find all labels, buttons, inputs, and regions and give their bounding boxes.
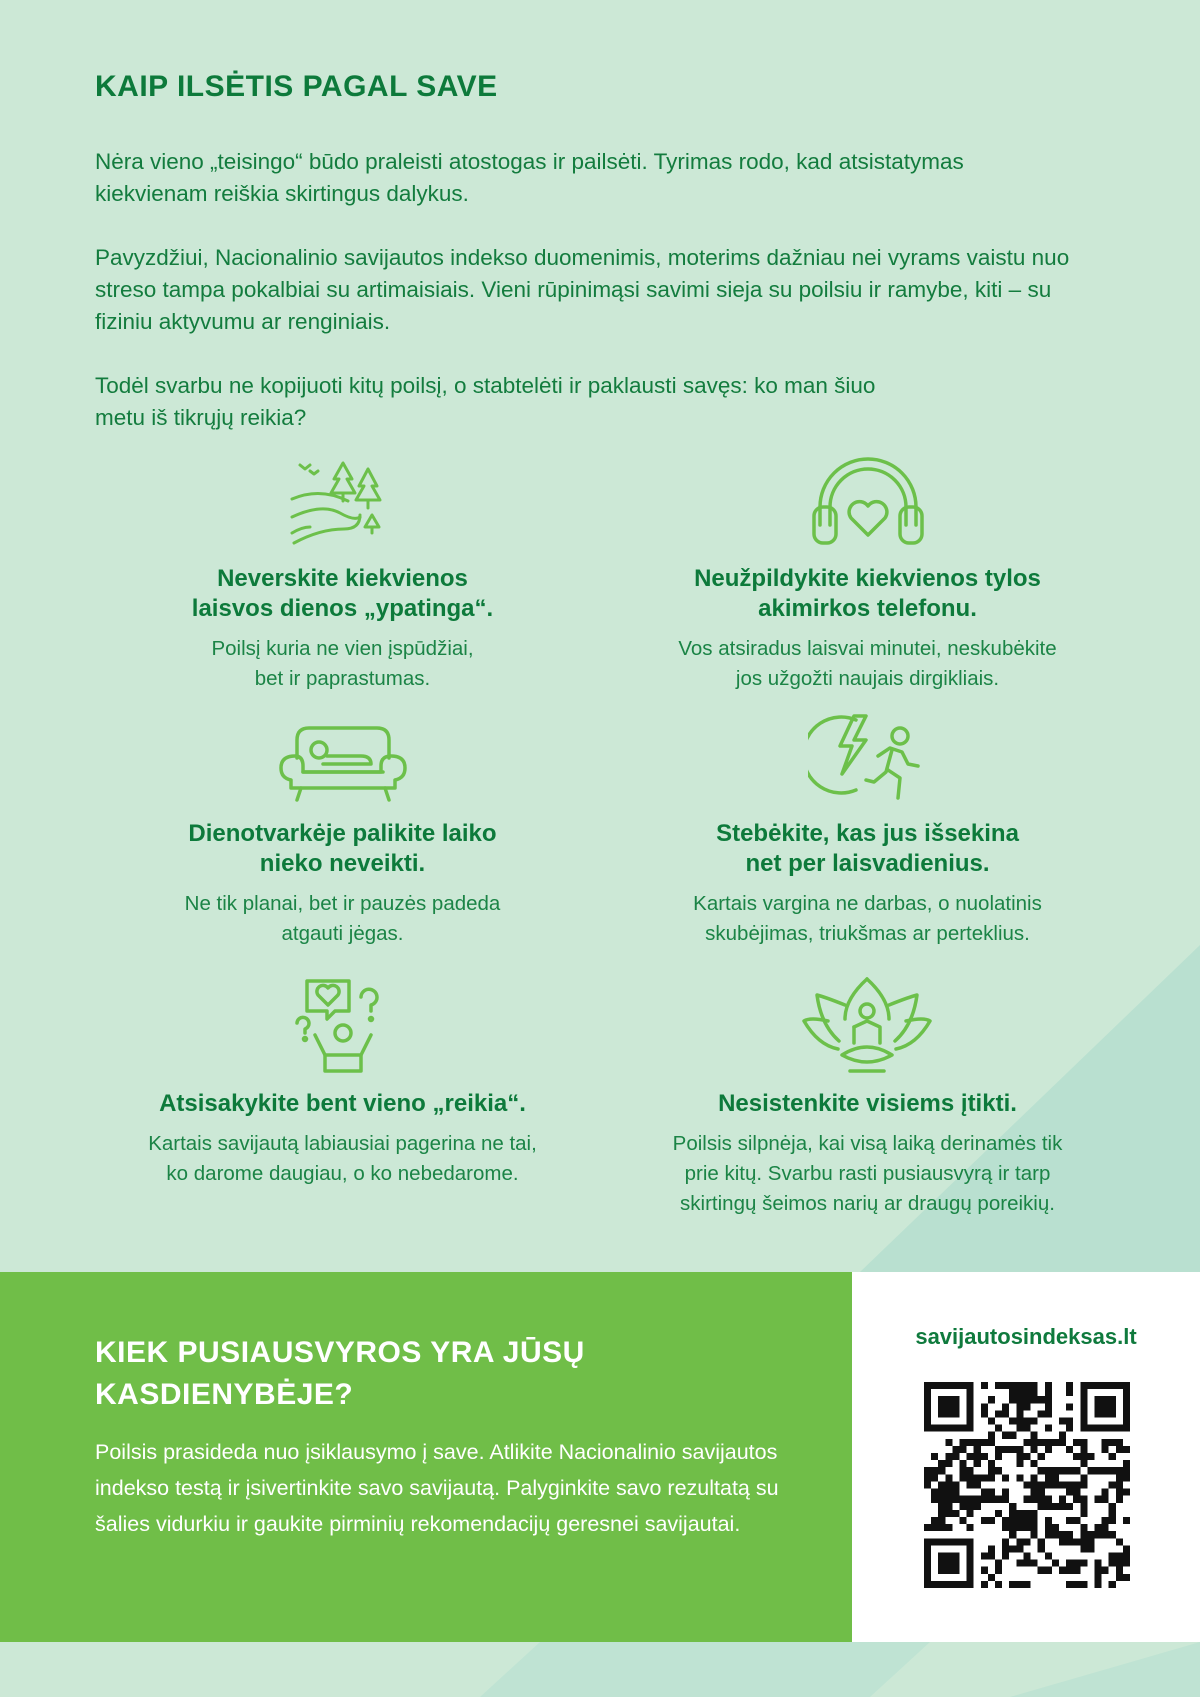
intro-paragraph-2: Pavyzdžiui, Nacionalinio savijautos indekso duomenimis, moterims dažniau nei vyrams vaistu nuo streso tampa pokalbiai su artimaisiais. Vieni rūpinimąsi savimi sieja su poilsiu ir ramybe, kiti – su fiziniu aktyvumu ar renginiais. [95, 245, 1070, 334]
tip-3-text: Ne tik planai, bet ir pauzės padeda atgauti jėgas. [184, 892, 501, 945]
qr-code-icon[interactable] [924, 1382, 1130, 1588]
tip-1 [110, 450, 575, 694]
tip-5 [95, 975, 590, 1189]
tip-5-text: Kartais savijautą labiausiai pagerina ne tai, ko darome daugiau, o ko nebedarome. [148, 1132, 537, 1185]
qr-panel [852, 1272, 1200, 1642]
tip-4-title: Stebėkite, kas jus išsekina net per laisvadienius. [716, 820, 1019, 877]
cta-heading: KIEK PUSIAUSVYROS YRA JŪSŲ KASDIENYBĖJE? [95, 1336, 585, 1411]
intro-paragraph-1: Nėra vieno „teisingo“ būdo praleisti atostogas ir pailsėti. Tyrimas rodo, kad atsistatymas kiekvienam reiškia skirtingus dalykus. [95, 149, 964, 206]
headphones-heart-icon [808, 455, 928, 550]
landscape-icon [288, 455, 398, 550]
cta-text: Poilsis prasideda nuo įsiklausymo į save. Atlikite Nacionalinio savijautos indekso testą ir įsivertinkite savo savijautą. Palyginkite savo rezultatą su šalies vidurkiu ir gaukite pirminių rekomendacijų geresnei savijautai. [95, 1440, 779, 1536]
website-link[interactable]: savijautosindeksas.lt [915, 1324, 1137, 1349]
tip-3 [110, 705, 575, 949]
tip-2-title: Neužpildykite kiekvienos tylos akimirkos telefonu. [694, 565, 1041, 622]
tip-2-text: Vos atsiradus laisvai minutei, neskubėkite jos užgožti naujais dirgikliais. [678, 637, 1057, 690]
running-person-lightning-icon [808, 710, 928, 805]
sofa-icon [275, 720, 410, 805]
cta-panel [0, 1272, 852, 1642]
tip-4-text: Kartais vargina ne darbas, o nuolatinis skubėjimas, triukšmas ar perteklius. [693, 892, 1042, 945]
tip-4 [630, 705, 1105, 949]
meditation-lotus-icon [800, 975, 935, 1075]
person-heart-question-icon [293, 975, 393, 1075]
intro [95, 146, 1095, 466]
page-title: KAIP ILSĖTIS PAGAL SAVE [95, 70, 498, 103]
intro-paragraph-3: Todėl svarbu ne kopijuoti kitų poilsį, o stabtelėti ir paklausti savęs: ko man šiuo metu iš tikrųjų reikia? [95, 373, 876, 430]
tip-6-title: Nesistenkite visiems įtikti. [718, 1090, 1017, 1117]
tip-5-title: Atsisakykite bent vieno „reikia“. [159, 1090, 526, 1117]
tip-1-text: Poilsį kuria ne vien įspūdžiai, bet ir paprastumas. [211, 637, 474, 690]
tip-1-title: Neverskite kiekvienos laisvos dienos „ypatinga“. [191, 565, 494, 622]
tip-3-title: Dienotvarkėje palikite laiko nieko neveikti. [188, 820, 497, 877]
tip-6-text: Poilsis silpnėja, kai visą laiką derinamės tik prie kitų. Svarbu rasti pusiausvyrą ir tarp skirtingų šeimos narių ar draugų poreikių. [672, 1132, 1063, 1215]
tip-6 [615, 975, 1120, 1219]
tip-2 [630, 450, 1105, 694]
